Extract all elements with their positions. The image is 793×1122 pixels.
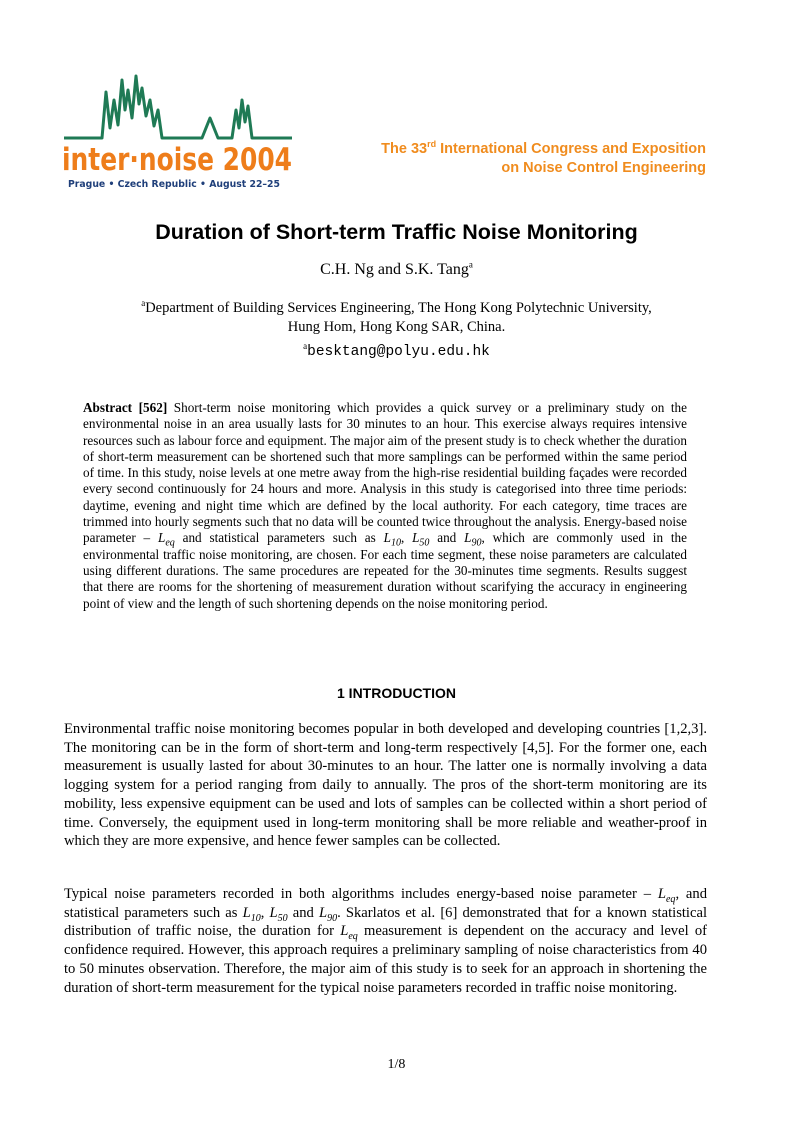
logo-skyline-line: [64, 76, 292, 138]
author-list: C.H. Ng and S.K. Tang$^a$: [320, 259, 473, 278]
conference-header-line2: on Noise Control Engineering: [501, 160, 706, 176]
section-heading-introduction: 1 INTRODUCTION: [337, 685, 456, 701]
conference-logo: [62, 70, 294, 192]
abstract: Abstract [562] Short-term noise monitoring which provides a quick survey or a preliminary study on the environmental noise in an area usually lasts for 30 minutes to an hour. This exercise always requires intensive resources such as labour force and equipment. The major aim of the present study is to check whether the duration of short-term measurement can be shortened such that more samplings can be performed within the same period of time. In this study, noise levels at one metre away from the high-rise residential building façades were recorded every second continuously for 24 hours and more. Analysis in this study is categorised into three time periods: daytime, evening and night time which are defined by the local authority. For each category, time traces are trimmed into hourly segments such that no data will be counted twice throughout the analysis. Energy-based noise parameter – $L_{eq}$ and statistical parameters such as $L_{10}$, $L_{50}$ and $L_{90}$, which are commonly used in the environmental traffic noise monitoring, are chosen. For each time segment, these noise parameters are calculated using different durations. The same procedures are repeated for the 30-minutes time segments. Results suggest that there are rooms for the shortening of measurement duration without scarifying the accuracy in engineering point of view and the length of such shortening depends on the noise monitoring period.: [83, 400, 687, 611]
affiliation: $^a$Department of Building Services Engineering, The Hong Kong Polytechnic University, Hung Hom, Hong Kong SAR, China.: [141, 298, 652, 335]
body-paragraph: Typical noise parameters recorded in both algorithms includes energy-based noise parameter – $L_{eq}$, and statistical parameters such as $L_{10}$, $L_{50}$ and $L_{90}$. Skarlatos et al. [6] demonstrated that for a known statistical distribution of traffic noise, the duration for $L_{eq}$ measurement is dependent on the accuracy and level of confidence required. However, this approach requires a preliminary sampling of noise characteristics from 40 to 50 minutes observation. Therefore, the major aim of this study is to seek for an approach in shortening the duration of short-term measurement for the typical noise parameters recorded in traffic noise monitoring.: [64, 886, 708, 996]
body-paragraph: Environmental traffic noise monitoring becomes popular in both developed and developing countries [1,2,3]. The monitoring can be in the form of short-term and long-term respectively [4,5]. For the former one, each measurement is usually lasted for about 30-minutes to an hour. The latter one is normally involving a data logging system for a period ranging from daily to annually. The pros of the short-term monitoring are its mobility, less expensive equipment can be used and lots of samples can be collected within a short period of time. Conversely, the equipment used in long-term monitoring shall be more reliable and weather-proof in which they are more expensive, and hence fewer samples can be collected.: [64, 721, 707, 850]
prague-skyline-logo-graphic: [62, 70, 294, 192]
author-email: $^a$besktang@polyu.edu.hk: [303, 341, 490, 360]
page-number: 1/8: [387, 1057, 406, 1072]
logo-wordmark: inter·noise 2004: [62, 142, 292, 178]
logo-tagline: Prague • Czech Republic • August 22–25: [68, 179, 280, 190]
paper-title: Duration of Short-term Traffic Noise Monitoring: [155, 220, 638, 244]
conference-header: [381, 140, 706, 178]
abstract-label: Abstract [562]: [83, 400, 168, 415]
conference-header-line1: The 33rd International Congress and Exposition: [381, 139, 706, 157]
